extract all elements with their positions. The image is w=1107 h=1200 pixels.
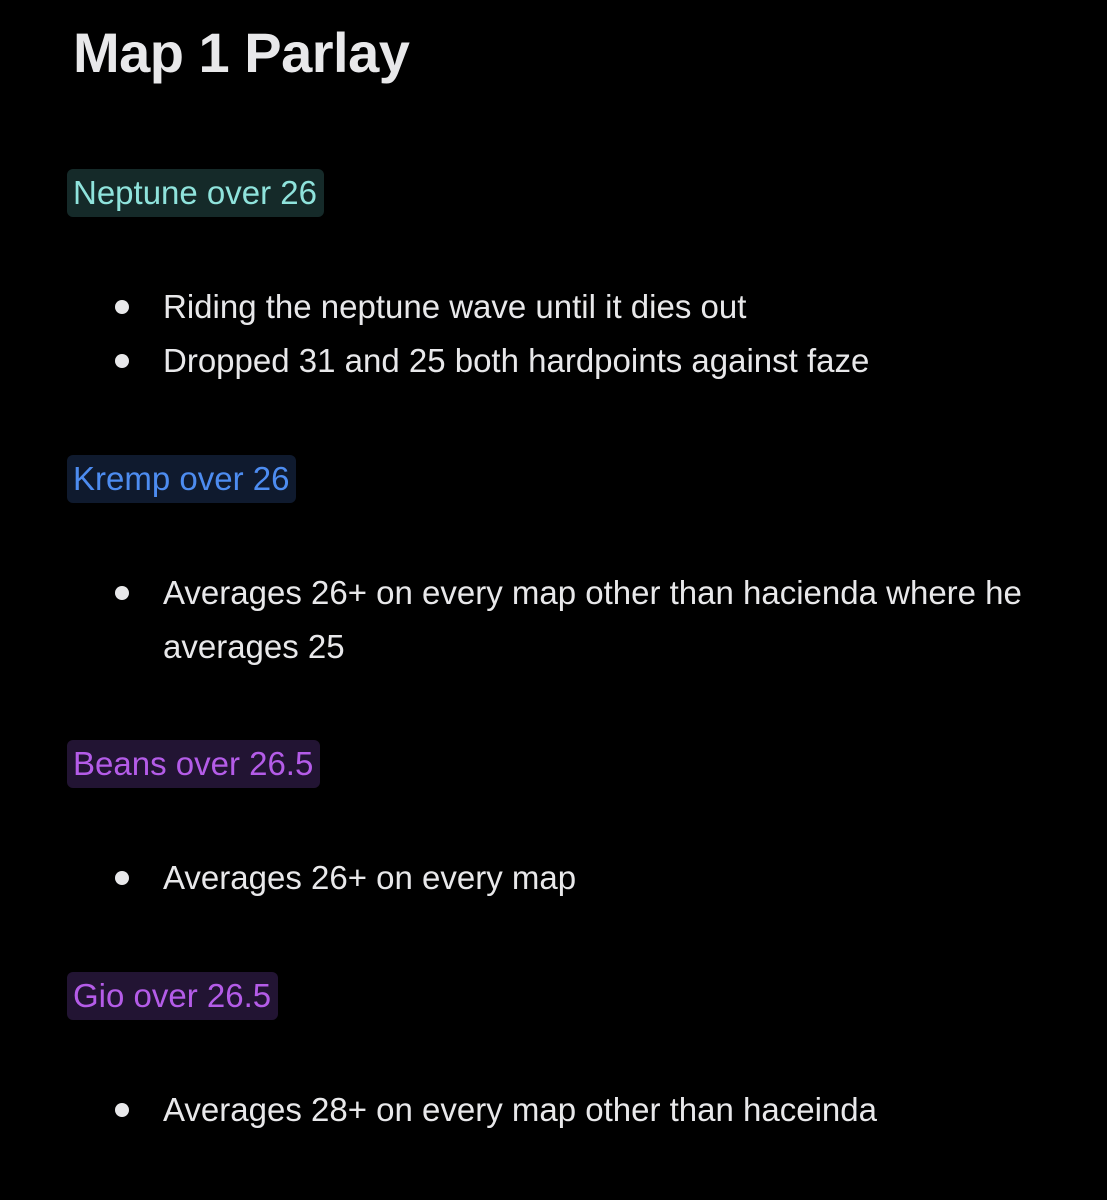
bullet-list-beans [0,851,1107,905]
bullet-dot-icon [115,300,129,314]
bullet-dot-icon [115,586,129,600]
list-item [0,334,1107,388]
bullet-list-kremp [0,566,1107,674]
bullet-text: Averages 26+ on every map [163,859,577,896]
bullet-text: Averages 26+ on every map other than hacienda where he averages 25 [163,574,1022,665]
bullet-dot-icon [115,354,129,368]
page-title: Map 1 Parlay [73,21,410,84]
bullet-text: Averages 28+ on every map other than haceinda [163,1091,877,1128]
bullet-list-gio [0,1083,1107,1137]
list-item [0,280,1107,334]
bullet-list-neptune [0,280,1107,388]
bullet-dot-icon [115,1103,129,1117]
list-item [0,566,1107,674]
list-item [0,851,1107,905]
bullet-text: Riding the neptune wave until it dies out [163,288,747,325]
highlight-tag-neptune[interactable]: Neptune over 26 [67,169,324,217]
bullet-dot-icon [115,871,129,885]
highlight-tag-beans[interactable]: Beans over 26.5 [67,740,320,788]
bullet-text: Dropped 31 and 25 both hardpoints against faze [163,342,870,379]
highlight-tag-kremp[interactable]: Kremp over 26 [67,455,296,503]
highlight-tag-gio[interactable]: Gio over 26.5 [67,972,278,1020]
list-item [0,1083,1107,1137]
